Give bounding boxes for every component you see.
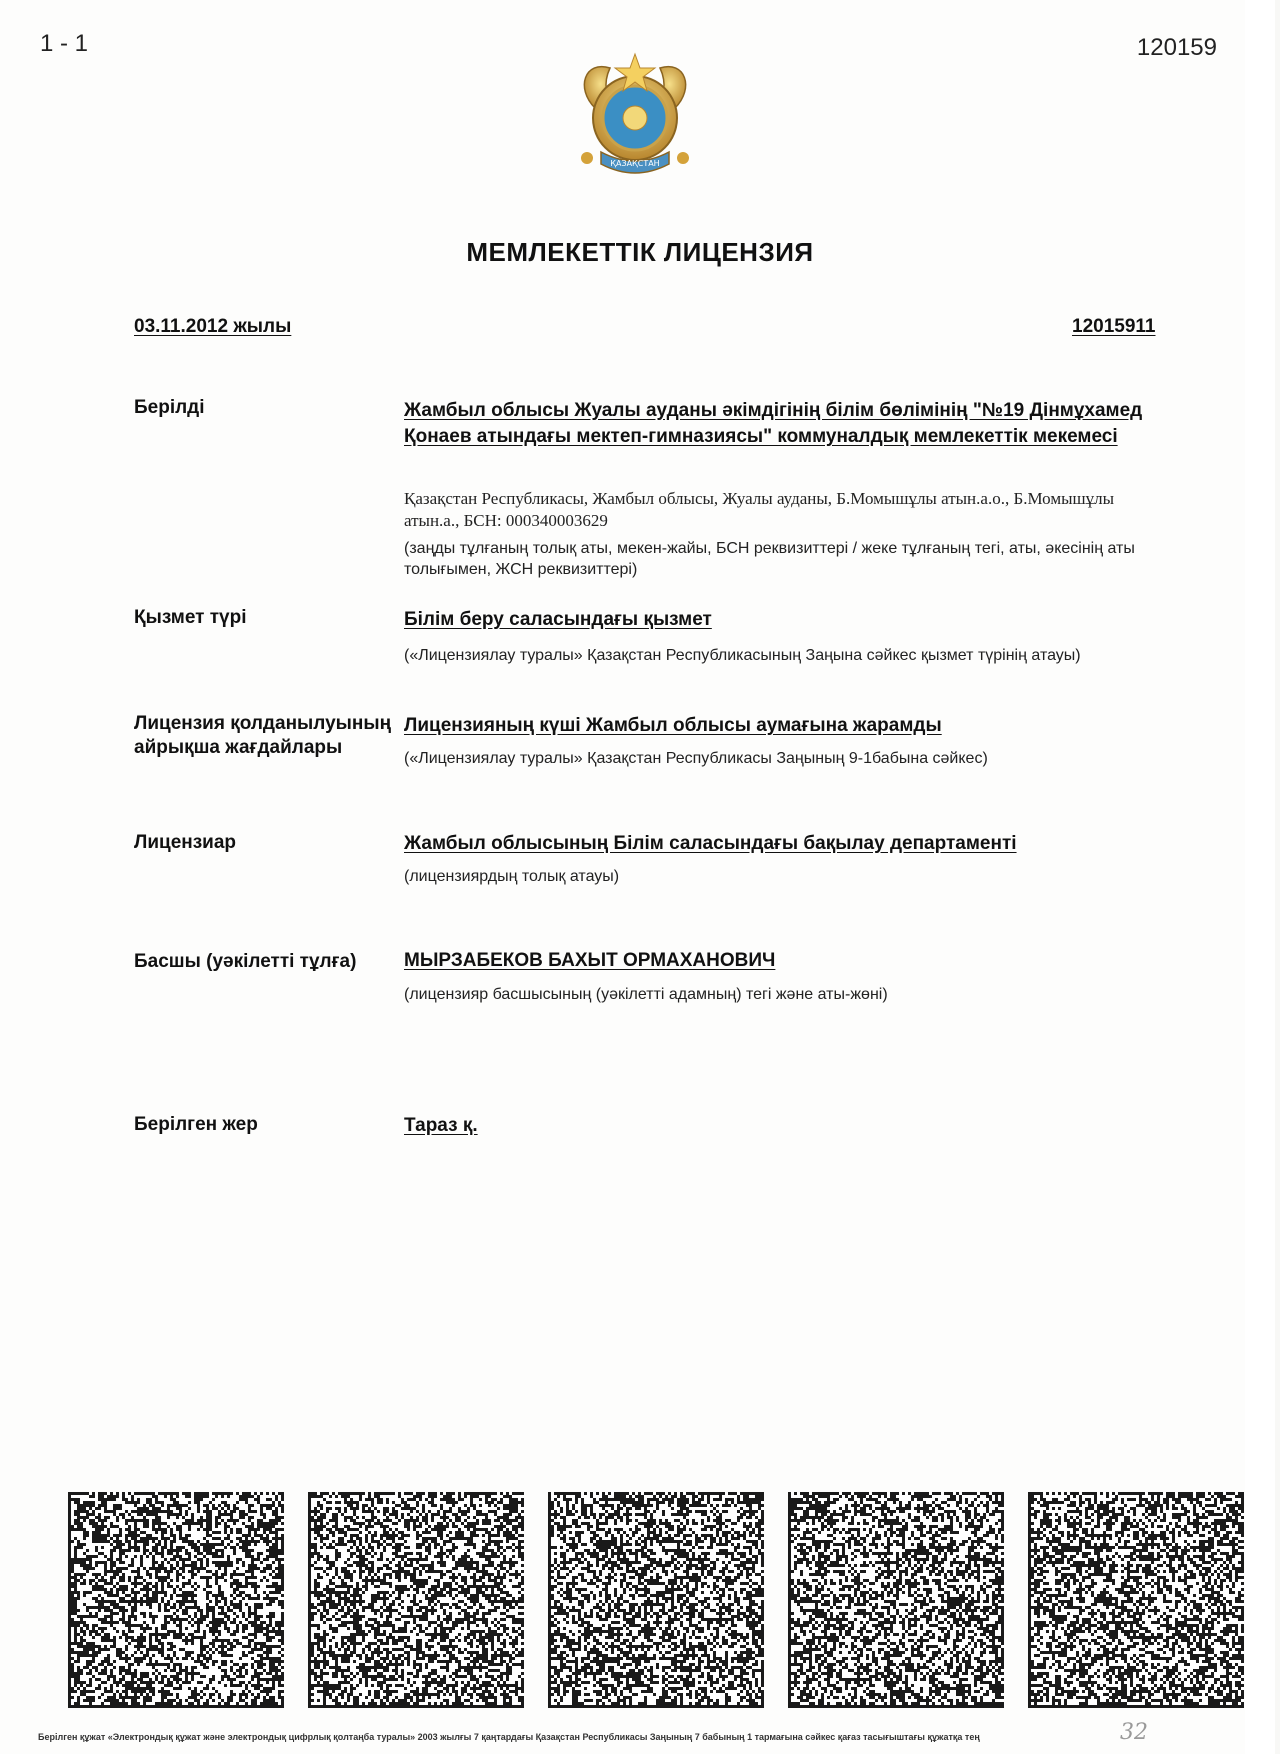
conditions-label: Лицензия қолданылуының айрықша жағдайлары <box>134 713 392 758</box>
licensor-value: Жамбыл облысының Білім саласындағы бақылау департаменті <box>404 833 1017 854</box>
handwritten-page-number: 32 <box>1120 1720 1148 1745</box>
legal-footer <box>38 1720 1188 1745</box>
license-number: 12015911 <box>1072 316 1156 337</box>
conditions-note: («Лицензиялау туралы» Қазақстан Республикасы Заңының 9-1бабына сәйкес) <box>404 750 988 767</box>
activity-note: («Лицензиялау туралы» Қазақстан Республикасының Заңына сәйкес қызмет түрінің атауы) <box>404 647 1081 664</box>
kazakhstan-state-emblem-icon <box>565 48 705 188</box>
conditions-value: Лицензияның күші Жамбыл облысы аумағына жарамды <box>404 715 942 736</box>
emblem-ribbon-text: ҚАЗАҚСТАН <box>610 159 660 168</box>
head-label: Басшы (уәкілетті тұлға) <box>134 951 357 972</box>
issued-address: Қазақстан Республикасы, Жамбыл облысы, Жуалы ауданы, Б.Момышұлы атын.а.о., Б.Момышұлы атын.а., БСН: 000340003629 <box>404 489 1114 530</box>
head-value: МЫРЗАБЕКОВ БАХЫТ ОРМАХАНОВИЧ <box>404 950 776 971</box>
barcode-icon <box>308 1492 524 1708</box>
barcode-row <box>68 1492 1228 1708</box>
document-title: МЕМЛЕКЕТТІК ЛИЦЕНЗИЯ <box>466 237 814 267</box>
legal-footer-text: Берілген құжат «Электрондық құжат және электрондық цифрлық қолтаңба туралы» 2003 жылғы 7 қаңтардағы Қазақстан Республикасы Заңының 7 бабының 1 тармағына сәйкес қағаз тасығыштағы құжатқа тең <box>38 1732 980 1742</box>
issued-note: (заңды тұлғаның толық аты, мекен-жайы, БСН реквизиттері / жеке тұлғаның тегі, аты, әкесінің аты толығымен, ЖСН реквизиттері) <box>404 540 1135 578</box>
activity-value: Білім беру саласындағы қызмет <box>404 609 712 630</box>
document-code: 120159 <box>1136 34 1217 61</box>
licensor-label: Лицензиар <box>134 832 237 853</box>
licensor-note: (лицензиярдың толық атауы) <box>404 868 620 885</box>
issue-date: 03.11.2012 жылы <box>134 316 292 337</box>
issued-label: Берілді <box>134 397 205 418</box>
place-label: Берілген жер <box>134 1114 258 1135</box>
issued-value: Жамбыл облысы Жуалы ауданы әкімдігінің білім бөлімінің "№19 Дінмұхамед Қонаев атындағы мектеп-гимназиясы" коммуналдық мемлекеттік мекемесі <box>404 400 1143 447</box>
page-counter: 1 - 1 <box>40 30 89 57</box>
head-note: (лицензияр басшысының (уәкілетті адамның) тегі және аты-жөні) <box>404 986 888 1003</box>
place-value: Тараз қ. <box>404 1115 478 1136</box>
activity-label: Қызмет түрі <box>134 607 247 628</box>
barcode-icon <box>548 1492 764 1708</box>
barcode-icon <box>1028 1492 1244 1708</box>
barcode-icon <box>788 1492 1004 1708</box>
barcode-icon <box>68 1492 284 1708</box>
